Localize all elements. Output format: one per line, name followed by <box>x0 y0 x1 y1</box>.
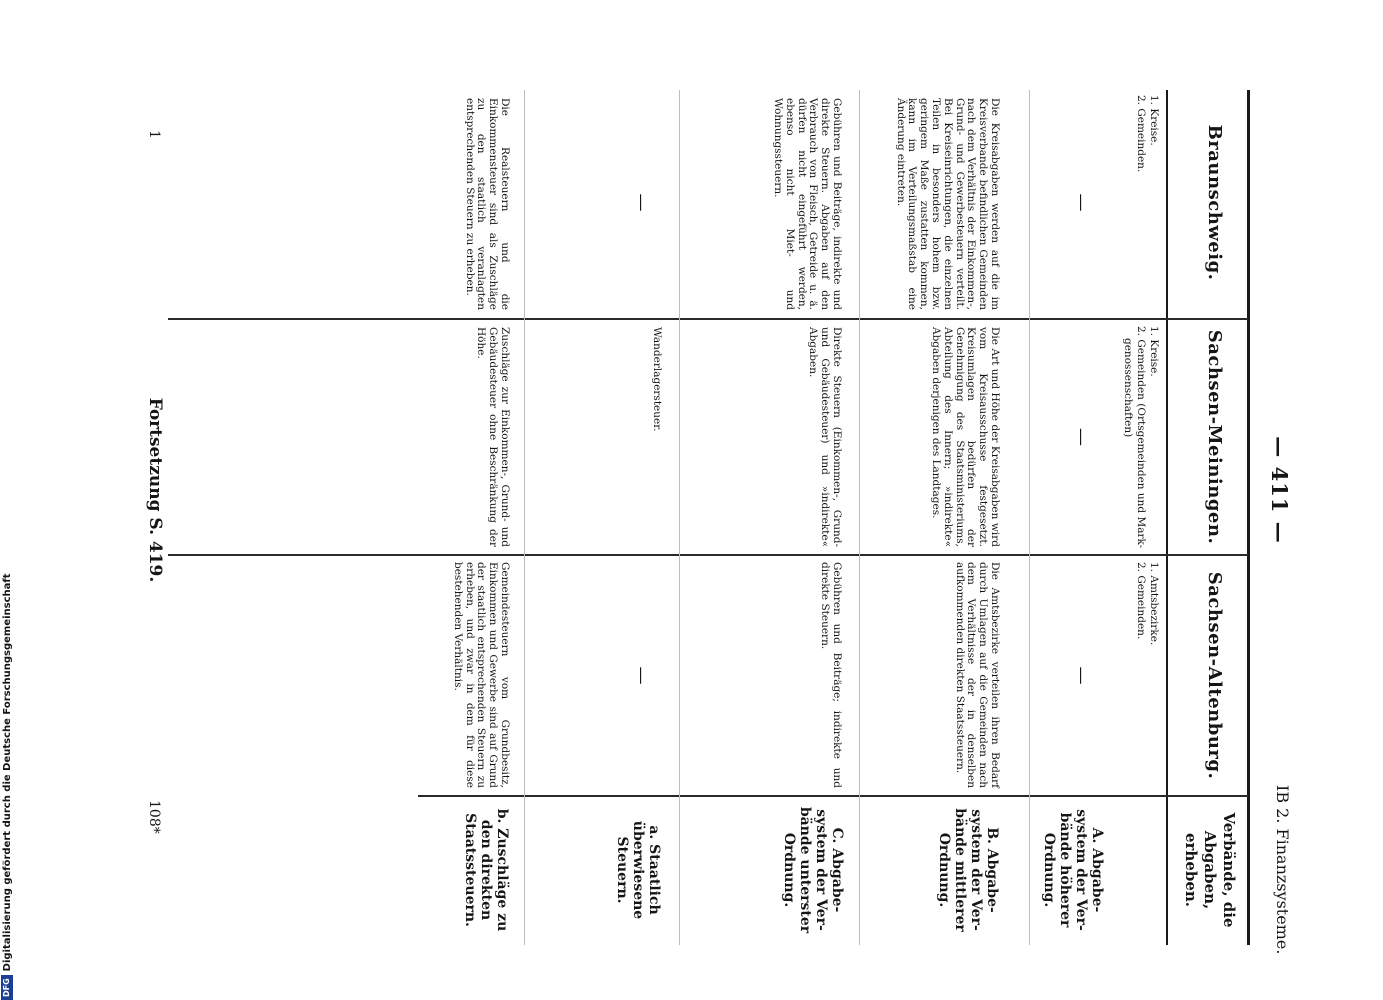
row-b-meiningen: Die Art und Höhe der Kreisabgaben wird vom Kreisausschusse festgesetzt. Kreisumlagen bedürfen der Genehmigung des Staatsministeriums, Abteilung des Innern; »indirekte« Abgaben derjenigen des Landtages. <box>930 327 1001 547</box>
list-item: 2. Gemeinden (Ortsgemeinden und Mark- <box>1135 326 1147 549</box>
watermark <box>0 573 14 1000</box>
column-divider <box>168 318 1248 320</box>
row-separator <box>524 90 525 945</box>
list-item: 1. Kreise. <box>1148 95 1160 146</box>
watermark-text: Digitalisierung gefördert durch die Deutsche Forschungsgemeinschaft <box>1 573 13 972</box>
header-bottom-rule <box>1166 90 1168 945</box>
row-b-altenburg: Die Amtsbezirke verteilen ihren Bedarf durch Umlagen auf die Gemeinden nach dem Verhältnisse der in denselben aufkommenden direkten Staatssteuern. <box>953 562 1001 788</box>
row-separator <box>679 90 680 945</box>
list-item: genossenschaften) <box>1122 338 1134 438</box>
list-item: 2. Gemeinden. <box>1135 562 1147 640</box>
continuation-note: Fortsetzung S. 419. <box>145 397 165 583</box>
row-a-altenburg: — <box>1071 666 1092 685</box>
rotated-page <box>140 60 1300 955</box>
list-item: 1. Amtsbezirke. <box>1148 562 1160 646</box>
header-verbaende: Verbände, die Abgaben, erheben. <box>1182 812 1238 928</box>
list-item: 2. Gemeinden. <box>1135 95 1147 173</box>
row-label-c: C. Abgabe-system der Ver-bände unterster Ordnung. <box>781 806 845 934</box>
row-b-braunschweig: Die Kreisabgaben werden auf die im Kreisverbande befindlichen Gemeinden nach dem Verhältnis der Einkommen-, Grund- und Gewerbesteuern verteilt. Bei Kreiseinrichtungen, die einzelnen Teilen in besonders hohem bzw. geringem Maße zustatten kommen, kann im Verteilungsmaßstab eine Änderung eintreten. <box>894 98 1001 310</box>
row-label-a: A. Abgabe-system der Ver-bände höherer Ordnung. <box>1041 809 1105 931</box>
row-c-braunschweig: Gebühren und Beiträge, indirekte und direkte Steuern. Abgaben auf den Verbrauch von Fleisch, Getreide u. ä. dürfen nicht eingeführt werden, ebenso nicht Miet- und Wohnungssteuern. <box>772 98 843 310</box>
row-label-b-sub: b. Zuschläge zu den direkten Staatssteuern. <box>462 808 510 932</box>
row-label-a-sub: a. Staatlich überwiesene Steuern. <box>614 820 662 920</box>
row-a-sub-meiningen: Wanderlagersteuer. <box>651 327 663 432</box>
list-item: 1. Kreise. <box>1148 326 1160 377</box>
row-a-meiningen: — <box>1071 428 1092 446</box>
top-rule <box>1247 90 1250 945</box>
row-a-sub-braunschweig: — <box>631 193 652 212</box>
row-separator <box>859 90 860 945</box>
list-altenburg <box>1134 562 1160 792</box>
footer-right-mark: 108* <box>146 800 162 834</box>
row-b-sub-meiningen: Zuschläge zur Einkommen-, Grund- und Gebäudesteuer ohne Beschränkung der Höhe. <box>475 327 511 547</box>
list-meiningen <box>1121 326 1160 552</box>
header-sachsen-altenburg: Sachsen-Altenburg. <box>1204 571 1225 780</box>
column-divider <box>168 554 1248 556</box>
footer-left-mark: 1 <box>146 130 162 139</box>
header-braunschweig: Braunschweig. <box>1204 124 1225 281</box>
row-b-sub-braunschweig: Die Realsteuern und die Einkommensteuer sind als Zuschläge zu den staatlich veranlagten entsprechenden Steuern zu erheben. <box>463 98 511 310</box>
row-a-braunschweig: — <box>1071 193 1092 212</box>
page-number: — 411 — <box>1267 436 1292 544</box>
row-b-sub-altenburg: Gemeindesteuern vom Grundbesitz, Einkommen und Gewerbe sind auf Grund der staatlich entsprechenden Steuern zu erheben, und zwar in dem für diese bestehenden Verhältnis. <box>451 562 511 788</box>
section-title: IB 2. Finanzsysteme. <box>1273 785 1292 955</box>
row-a-sub-altenburg: — <box>631 666 652 685</box>
row-separator <box>1029 90 1030 945</box>
row-label-b: B. Abgabe-system der Ver-bände mittlerer Ordnung. <box>936 808 1000 932</box>
list-braunschweig <box>1134 95 1160 315</box>
header-sachsen-meiningen: Sachsen-Meiningen. <box>1204 329 1225 545</box>
row-c-meiningen: Direkte Steuern (Einkommen-, Grund- und Gebäudesteuer) und »indirekte« Abgaben. <box>807 327 843 547</box>
dfg-logo: DFG <box>1 975 13 1000</box>
row-c-altenburg: Gebühren und Beiträge; indirekte und direkte Steuern. <box>819 562 843 788</box>
column-divider <box>418 795 1248 797</box>
